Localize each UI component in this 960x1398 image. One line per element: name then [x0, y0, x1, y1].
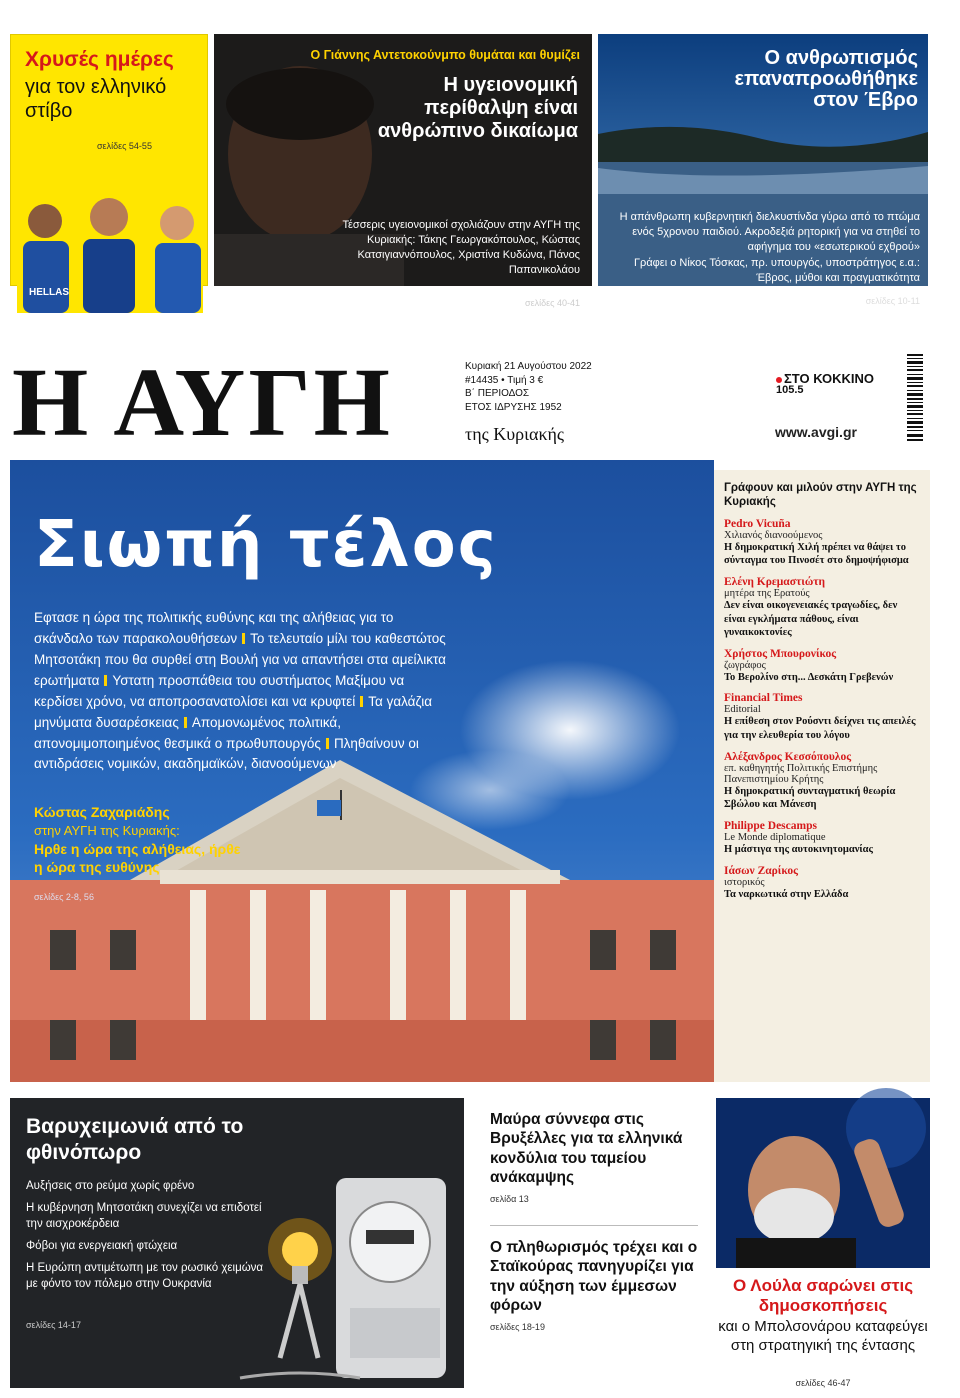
- lead-part: Εφτασε η ώρα της πολιτικής ευθύνης και της αλήθειας για το σκάνδαλο των παρακολουθήσεων: [34, 610, 394, 646]
- lead-part: Το τελευταίο μίλι του καθεστώτος Μητσοτάκη που θα συρθεί στη Βουλή για να απαντήσει στα αμείλικτα ερωτήματα: [34, 630, 446, 688]
- contributor-role: ζωγράφος: [724, 659, 766, 671]
- story-brussels-title: Μαύρα σύννεφα στις Βρυξέλλες για τα ελληνικά κονδύλια του ταμείου ανάκαμψης: [490, 1111, 683, 1187]
- teaser-evros[interactable]: [598, 34, 928, 306]
- story-energy-item: Η κυβέρνηση Μητσοτάκη συνεχίζει να επιδοτεί την αισχροκέρδεια: [26, 1202, 262, 1231]
- main-author-where: στην ΑΥΓΗ της Κυριακής:: [34, 823, 180, 838]
- contributor-role: ιστορικός: [724, 876, 765, 888]
- masthead-title: Η ΑΥΓΗ: [12, 349, 393, 457]
- teaser-evros-byline: Γράφει ο Νίκος Τόσκας, πρ. υπουργός, υποστράτηγος ε.α.: Έβρος, μύθοι και πραγματικότητα: [634, 257, 920, 284]
- hellas-jersey-text: HELLAS: [29, 287, 69, 298]
- teaser-athletics-pages: σελίδες 54-55: [97, 141, 152, 151]
- contributor-item[interactable]: [724, 820, 920, 857]
- story-lula-subtitle: και ο Μπολσονάρου καταφεύγει στη στρατηγική της έντασης: [718, 1318, 928, 1354]
- lula-photo: [716, 1098, 930, 1268]
- contributor-name: Financial Times: [724, 692, 803, 705]
- story-inflation-pages: σελίδες 18-19: [490, 1321, 545, 1332]
- teaser-evros-desc: Η απάνθρωπη κυβερνητική διελκυστίνδα γύρω από το πτώμα ενός 5χρονου παιδιού. Ακροδεξιά ρητορική για να στηθεί το αφήγημα του «εσωτερικού εχθρού»: [619, 211, 920, 253]
- teaser-giannis-pages: σελίδες 40-41: [525, 298, 580, 308]
- contributor-role: Editorial: [724, 704, 761, 716]
- separator-bar: [242, 633, 245, 644]
- teaser-athletics-title: Χρυσές ημέρες: [25, 48, 174, 71]
- story-energy-item: Φόβοι για ενεργειακή φτώχεια: [26, 1240, 178, 1252]
- teaser-giannis-title: Η υγειονομική περίθαλψη είναι ανθρώπινο δικαίωμα: [377, 74, 578, 142]
- story-inflation[interactable]: [490, 1238, 700, 1332]
- contributor-title: Η μάστιγα της αυτοκινητομανίας: [724, 844, 873, 855]
- contributor-item[interactable]: [724, 692, 920, 742]
- masthead-edition: της Κυριακής: [465, 424, 565, 444]
- teaser-athletics-subtitle: για τον ελληνικό στίβο: [25, 76, 167, 122]
- separator-bar: [104, 675, 107, 686]
- radio-logo[interactable]: [776, 372, 874, 396]
- story-lula[interactable]: [716, 1098, 930, 1388]
- radio-dot-icon: [776, 377, 782, 383]
- contributor-title: Η επίθεση στον Ρούσντι δείχνει τις απειλές για την ελευθερία του λόγου: [724, 716, 916, 742]
- main-author: Κώστας Ζαχαριάδης: [34, 804, 170, 820]
- story-lula-title: Ο Λούλα σαρώνει στις δημοσκοπήσεις: [732, 1276, 914, 1315]
- issue-date: Κυριακή 21 Αυγούστου 2022: [465, 361, 592, 372]
- contributor-item[interactable]: [724, 518, 920, 568]
- contributors-sidebar: [714, 470, 930, 1082]
- contributor-item[interactable]: [724, 576, 920, 640]
- contributor-name: Ελένη Κρεμαστιώτη: [724, 575, 826, 588]
- contributor-name: Αλέξανδρος Κεσσόπουλος: [724, 750, 852, 763]
- teaser-athletics[interactable]: [10, 34, 208, 298]
- contributor-title: Τα ναρκωτικά στην Ελλάδα: [724, 888, 849, 900]
- contributor-title: Η δημοκρατική Χιλή πρέπει να θάψει το σύνταγμα του Πινοσέτ στο δημοψήφισμα: [724, 541, 909, 567]
- issue-founded: ΕΤΟΣ ΙΔΡΥΣΗΣ 1952: [465, 401, 562, 413]
- story-energy-item: Αυξήσεις στο ρεύμα χωρίς φρένο: [26, 1180, 195, 1192]
- issue-period: Β΄ ΠΕΡΙΟΔΟΣ: [465, 388, 530, 399]
- separator-bar: [360, 696, 363, 707]
- story-energy-title: Βαρυχειμωνιά από το φθινόπωρο: [26, 1115, 244, 1165]
- contributor-name: Pedro Vicuña: [724, 517, 791, 530]
- divider: [490, 1225, 698, 1226]
- main-quote: Ηρθε η ώρα της αλήθειας, ήρθε η ώρα της ευθύνης: [34, 841, 241, 876]
- contributor-title: Η δημοκρατική συνταγματική θεωρία Σβώλου και Μάνεση: [724, 785, 896, 811]
- lead-part: Υστατη προσπάθεια του συστήματος Μαξίμου να κερδίσει χρόνο, να αποπροσανατολίσει και να κρυφτεί: [34, 672, 405, 709]
- athletes-photo: [17, 183, 203, 313]
- story-energy-item: Η Ευρώπη αντιμέτωπη με τον ρωσικό χειμώνα με φόντο τον πόλεμο στην Ουκρανία: [26, 1262, 264, 1291]
- contributor-name: Ιάσων Ζαρίκος: [724, 864, 799, 877]
- lead-part: Πληθαίνουν οι αντιδράσεις νομικών, ακαδημαϊκών, διανοούμενων: [34, 735, 419, 772]
- story-energy[interactable]: [10, 1098, 464, 1388]
- barcode-icon: [906, 350, 924, 446]
- story-energy-pages: σελίδες 14-17: [26, 1320, 81, 1330]
- main-headline: Σιωπή τέλος: [34, 508, 498, 582]
- separator-bar: [326, 738, 329, 749]
- story-brussels[interactable]: [490, 1110, 700, 1204]
- story-inflation-title: Ο πληθωρισμός τρέχει και ο Σταϊκούρας πανηγυρίζει για την αύξηση των έμμεσων φόρων: [490, 1239, 698, 1315]
- teaser-giannis-kicker: Ο Γιάννης Αντετοκούνμπο θυμάται και θυμίζει: [310, 48, 580, 62]
- teaser-evros-title: Ο ανθρωπισμός επαναπροωθήθηκε στον Έβρο: [734, 47, 918, 111]
- contributor-title: Το Βερολίνο στη... Δεσκάτη Γρεβενών: [724, 671, 894, 683]
- teaser-evros-pages: σελίδες 10-11: [865, 296, 920, 306]
- teaser-giannis[interactable]: [214, 34, 592, 308]
- main-pages: σελίδες 2-8, 56: [34, 892, 94, 902]
- teaser-giannis-desc: Τέσσερις υγειονομικοί σχολιάζουν στην ΑΥΓΗ της Κυριακής: Τάκης Γεωργακόπουλος, Κώστας Κατσιγιαννόπουλος, Χριστίνα Κυδώνα, Πάνος Παπανικολάου: [342, 219, 580, 276]
- contributor-name: Philippe Descamps: [724, 820, 817, 832]
- contributor-role: Χιλιανός διανοούμενος: [724, 529, 823, 541]
- contributor-role: επ. καθηγητής Πολιτικής Επιστήμης Πανεπιστημίου Κρήτης: [724, 762, 878, 785]
- lead-part: Απομονωμένος πολιτικά, απονομιμοποιημένος θεσμικά ο πρωθυπουργός: [34, 714, 341, 751]
- issue-number: #14435 • Τιμή 3 €: [465, 374, 544, 386]
- contributor-role: μητέρα της Ερατούς: [724, 587, 810, 599]
- separator-bar: [184, 717, 187, 728]
- contributor-item[interactable]: [724, 751, 920, 812]
- main-lead: [34, 608, 446, 775]
- radio-frequency: 105.5: [776, 384, 804, 396]
- main-story[interactable]: [10, 460, 714, 1082]
- sidebar-heading: Γράφουν και μιλούν στην ΑΥΓΗ της Κυριακής: [724, 482, 917, 508]
- contributor-item[interactable]: [724, 865, 920, 902]
- contributor-role: Le Monde diplomatique: [724, 832, 826, 843]
- issue-info: [465, 360, 592, 414]
- story-lula-pages: σελίδες 46-47: [795, 1378, 851, 1388]
- contributor-title: Δεν είναι οικογενειακές τραγωδίες, δεν είναι εγκλήματα πάθους, είναι γυναικοκτονίες: [724, 599, 898, 639]
- story-brussels-pages: σελίδα 13: [490, 1193, 529, 1204]
- contributor-name: Χρήστος Μπουρονίκος: [724, 647, 837, 660]
- radio-name: ΣΤΟ ΚΟΚΚΙΝΟ: [784, 371, 875, 386]
- contributor-item[interactable]: [724, 648, 920, 685]
- website-link[interactable]: www.avgi.gr: [775, 424, 857, 440]
- lead-part: Τα γαλάζια μηνύματα δυσαρέσκειας: [34, 693, 433, 730]
